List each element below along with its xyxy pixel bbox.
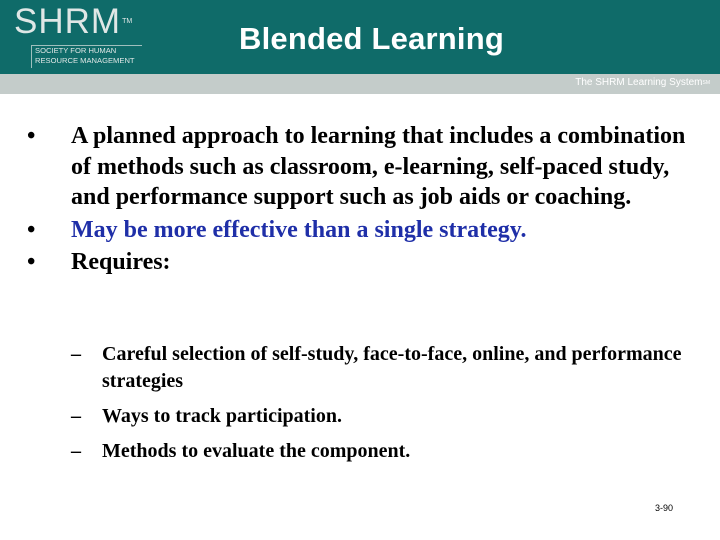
learning-system-label (575, 76, 710, 90)
logo-text: SHRM (14, 2, 122, 41)
sub-bullet-marker: – (71, 405, 81, 427)
bullet-text: A planned approach to learning that includes a combination of methods such as classroom, e-learning, self-paced study, and performance support such as job aids or coaching. (71, 123, 686, 210)
bullet-marker: • (27, 123, 36, 149)
sub-bullet-list (71, 341, 691, 473)
sub-bullet-marker: – (71, 440, 81, 462)
bullet-item (27, 215, 697, 246)
bullet-item (27, 247, 697, 278)
shrm-logo (0, 0, 143, 74)
slide-title: Blended Learning (239, 21, 505, 56)
learning-system-text: The SHRM Learning System (575, 77, 703, 88)
bullet-text: May be more effective than a single strategy. (71, 216, 527, 243)
sub-bullet-text: Ways to track participation. (102, 405, 342, 427)
logo-org-name (31, 45, 142, 68)
bullet-marker: • (27, 249, 36, 275)
bullet-list (27, 121, 697, 280)
sub-bullet-marker: – (71, 343, 81, 365)
sub-bullet-item (71, 341, 691, 395)
sub-bullet-text: Methods to evaluate the component. (102, 440, 411, 462)
page-number: 3-90 (655, 503, 674, 513)
logo-org-line-2: RESOURCE MANAGEMENT (35, 56, 135, 65)
logo-wordmark (14, 4, 132, 40)
logo-org-line-1: SOCIETY FOR HUMAN (35, 46, 117, 55)
sub-bullet-item (71, 438, 691, 465)
sub-bullet-text: Careful selection of self-study, face-to-face, online, and performance strategies (102, 343, 682, 392)
bullet-item (27, 121, 697, 213)
learning-system-servicemark: SM (702, 80, 710, 86)
logo-trademark: TM (122, 18, 133, 25)
bullet-marker: • (27, 216, 36, 243)
sub-bullet-item (71, 403, 691, 430)
bullet-text: Requires: (71, 249, 171, 275)
